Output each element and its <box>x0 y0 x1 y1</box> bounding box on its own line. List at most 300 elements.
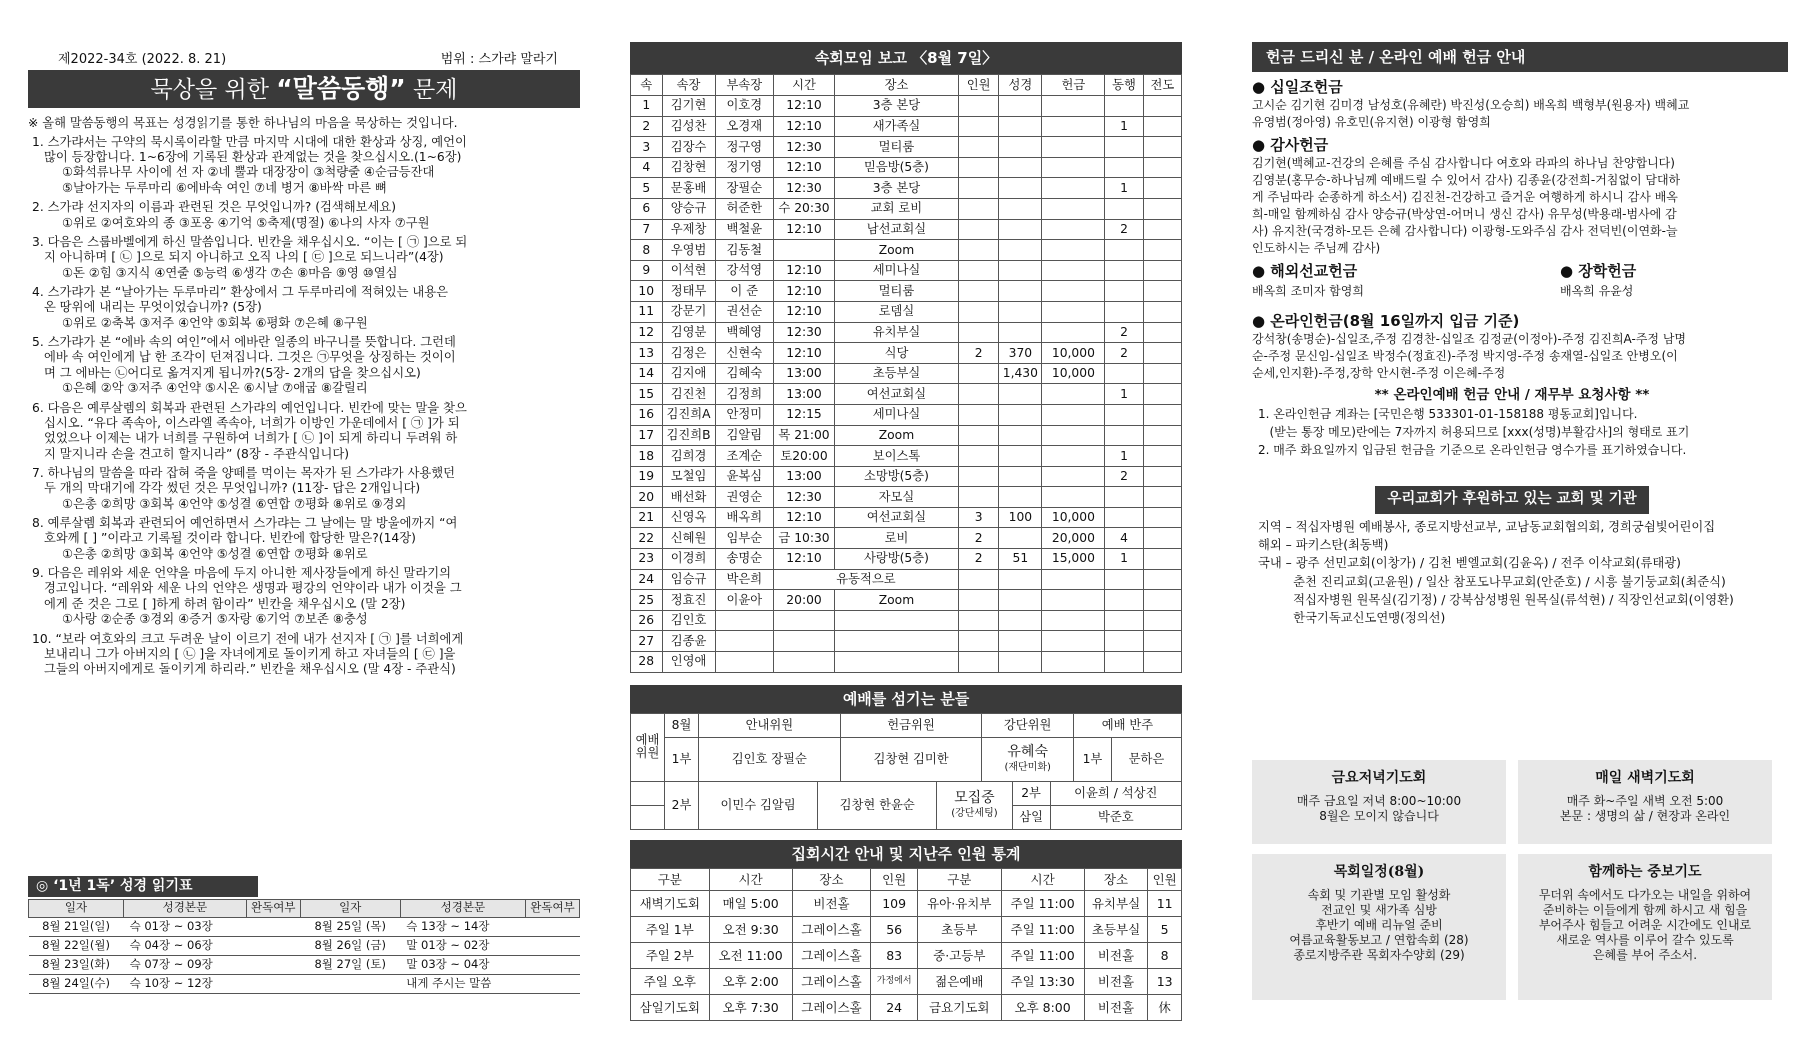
report-cell: 2 <box>958 528 999 549</box>
report-cell: 인영애 <box>662 652 715 673</box>
scholar-list: 배옥희 유윤성 <box>1560 284 1634 298</box>
report-cell <box>999 404 1042 425</box>
report-cell: 세미나실 <box>835 404 959 425</box>
report-cell: 4 <box>631 157 663 178</box>
report-cell: 2 <box>631 116 663 137</box>
piano-label-1: 1부 <box>1073 737 1111 781</box>
reading-cell: 8월 24일(수) <box>29 974 124 993</box>
question-text: 7. 하나님의 말씀을 따라 잡혀 죽을 양떼를 먹이는 목자가 된 스가랴가 사용했던 <box>32 465 455 480</box>
gather-cell: 주일 2부 <box>631 942 710 968</box>
answer-options: ①화석류나무 사이에 선 자 ②네 뿔과 대장장이 ③척량줄 ④순금등잔대 <box>62 165 435 180</box>
cell-report-table <box>630 74 1182 673</box>
report-cell: 25 <box>631 590 663 611</box>
online-list <box>1252 332 1772 381</box>
scholar-heading: ● 장학헌금 <box>1560 262 1637 280</box>
box-line: 전교인 및 새가족 심방 <box>1321 902 1437 917</box>
report-cell <box>1143 137 1181 158</box>
report-cell: 세미나실 <box>835 260 959 281</box>
report-row <box>631 322 1182 343</box>
altar-2: 모집중 (강단세팅) <box>937 781 1012 829</box>
report-cell: 12:10 <box>774 281 835 302</box>
report-header: 부속장 <box>715 75 774 96</box>
report-cell <box>1042 178 1105 199</box>
offering-2: 김창현 한윤순 <box>818 781 937 829</box>
report-header: 헌금 <box>1042 75 1105 96</box>
gather-cell: 그레이스홀 <box>792 994 871 1020</box>
reading-cell <box>246 955 300 974</box>
report-row <box>631 404 1182 425</box>
report-row <box>631 569 1182 590</box>
report-cell: 교회 로비 <box>835 198 959 219</box>
reading-row <box>29 936 580 955</box>
report-cell <box>958 322 999 343</box>
report-cell <box>1042 96 1105 117</box>
reading-row <box>29 917 580 936</box>
report-cell: 13:00 <box>774 466 835 487</box>
report-cell: 신혜원 <box>662 528 715 549</box>
report-cell: 14 <box>631 363 663 384</box>
report-cell <box>958 240 999 261</box>
report-cell <box>1143 549 1181 570</box>
text-line: 사) 유지찬(국경하-모든 은혜 감사합니다) 이광형-도와주심 감사 전덕빈(이연화-늘 <box>1252 224 1678 238</box>
report-cell: 새가족실 <box>835 116 959 137</box>
report-cell <box>1105 281 1143 302</box>
report-cell: 신현숙 <box>715 343 774 364</box>
text-line: 한국기독교신도연맹(정의선) <box>1258 611 1446 626</box>
reading-header: 일자 <box>29 899 124 917</box>
gather-cell: 13 <box>1148 968 1182 994</box>
report-cell <box>958 466 999 487</box>
report-row <box>631 507 1182 528</box>
report-cell: 김진희A <box>662 404 715 425</box>
report-cell: 51 <box>999 549 1042 570</box>
report-row <box>631 157 1182 178</box>
box-title: 함께하는 중보기도 <box>1588 864 1702 880</box>
report-cell: 18 <box>631 446 663 467</box>
report-cell: 20,000 <box>1042 528 1105 549</box>
report-row <box>631 219 1182 240</box>
report-cell <box>999 260 1042 281</box>
report-cell: 2 <box>1105 322 1143 343</box>
report-cell <box>1105 198 1143 219</box>
gather-row <box>631 890 1182 916</box>
report-cell: 13:00 <box>774 384 835 405</box>
question-text: 6. 다음은 예루살렘의 회복과 관련된 스가랴의 예언입니다. 빈칸에 맞는 말을 찾으 <box>32 400 467 415</box>
box-line: 준비하는 이들에게 함께 하시고 새 힘을 <box>1542 902 1748 917</box>
gather-cell: 8 <box>1148 942 1182 968</box>
report-cell <box>1042 137 1105 158</box>
tithe-list <box>1252 98 1772 130</box>
report-cell: 김창현 <box>662 157 715 178</box>
issue-number: 제2022-34호 (2022. 8. 21) <box>58 52 227 67</box>
report-cell <box>999 466 1042 487</box>
report-cell: 멀티룸 <box>835 281 959 302</box>
report-cell <box>1042 610 1105 631</box>
report-cell: 강문기 <box>662 301 715 322</box>
box-line: 속회 및 기관별 모임 활성화 <box>1307 887 1451 902</box>
report-cell: 이석현 <box>662 260 715 281</box>
report-cell <box>958 652 999 673</box>
report-cell <box>1105 240 1143 261</box>
report-row <box>631 652 1182 673</box>
report-cell: 김진희B <box>662 425 715 446</box>
report-cell <box>999 446 1042 467</box>
report-cell <box>958 301 999 322</box>
report-cell <box>1143 610 1181 631</box>
text-line: 순-주정 문신임-십일조 박정수(정효진)-주정 박지영-주정 송재열-십일조 안병오(이 <box>1252 349 1678 363</box>
scripture-range: 범위 : 스가랴 말라기 <box>440 52 558 67</box>
report-row <box>631 240 1182 261</box>
notice-heading: ** 온라인예배 헌금 안내 / 재무부 요청사항 ** <box>1374 387 1650 403</box>
report-cell: 2 <box>1105 466 1143 487</box>
report-cell <box>999 631 1042 652</box>
gather-cell: 休 <box>1148 994 1182 1020</box>
report-cell: 김정희 <box>715 384 774 405</box>
notice-list <box>1252 407 1772 458</box>
report-cell: 여선교회실 <box>835 384 959 405</box>
title-part-c: 문제 <box>405 77 458 103</box>
serve-table <box>630 713 1182 782</box>
title-part-b: “말씀동행” <box>276 74 406 103</box>
report-header: 속장 <box>662 75 715 96</box>
report-cell <box>999 178 1042 199</box>
reading-cell: 말 01장 ~ 02장 <box>400 936 525 955</box>
report-cell <box>999 281 1042 302</box>
report-cell: 12:10 <box>774 549 835 570</box>
report-cell <box>958 281 999 302</box>
report-cell: 10,000 <box>1042 507 1105 528</box>
report-cell: 정태무 <box>662 281 715 302</box>
reading-header: 완독여부 <box>526 899 580 917</box>
text-line: 유영범(정아영) 유호민(유지현) 이광형 함영희 <box>1252 115 1491 129</box>
reading-cell: 슥 07장 ~ 09장 <box>124 955 247 974</box>
report-cell <box>1105 652 1143 673</box>
gather-cell: 오후 8:00 <box>1001 994 1084 1020</box>
report-cell: 12:10 <box>774 343 835 364</box>
report-cell: 7 <box>631 219 663 240</box>
report-cell <box>958 219 999 240</box>
report-cell <box>715 652 774 673</box>
report-row <box>631 301 1182 322</box>
report-cell <box>958 425 999 446</box>
report-header: 전도 <box>1143 75 1181 96</box>
gather-cell: 24 <box>871 994 918 1020</box>
report-cell: 김종윤 <box>662 631 715 652</box>
report-row <box>631 198 1182 219</box>
report-cell: 임부순 <box>715 528 774 549</box>
report-cell: 조계순 <box>715 446 774 467</box>
report-cell <box>1143 466 1181 487</box>
gather-cell: 11 <box>1148 890 1182 916</box>
reading-cell: 말 03장 ~ 04장 <box>400 955 525 974</box>
report-cell <box>1042 301 1105 322</box>
text-line: 2. 매주 화요일까지 입금된 헌금을 기준으로 온라인헌금 영수가를 표기하였습니다. <box>1258 443 1687 458</box>
report-row <box>631 528 1182 549</box>
report-cell: 임승규 <box>662 569 715 590</box>
report-cell <box>958 610 999 631</box>
report-cell: 이 준 <box>715 281 774 302</box>
report-cell <box>999 157 1042 178</box>
report-cell: 백혜영 <box>715 322 774 343</box>
gather-cell: 초등부실 <box>1084 916 1148 942</box>
box-title: 금요저녁기도회 <box>1331 770 1427 786</box>
report-cell <box>1105 363 1143 384</box>
gather-cell: 삼일기도회 <box>631 994 710 1020</box>
box-line: 새로운 역사를 이루어 갈수 있도록 <box>1556 932 1734 947</box>
report-cell <box>1143 425 1181 446</box>
question-text: 보내리니 그가 아버지의 [ ㉡ ]을 자녀에게로 돌이키게 하고 자녀들의 [ ㉢ ]을 <box>44 646 456 661</box>
report-cell <box>958 446 999 467</box>
report-cell: 26 <box>631 610 663 631</box>
question-text: 10. “보라 여호와의 크고 두려운 날이 이르기 전에 내가 선지자 [ ㉠ ]를 너희에게 <box>32 631 464 646</box>
online-heading: ● 온라인헌금(8월 16일까지 입금 기준) <box>1252 312 1520 330</box>
report-cell <box>958 157 999 178</box>
gather-cell: 오후 2:00 <box>709 968 792 994</box>
text-line: 춘천 진리교회(고윤원) / 일산 참포도나무교회(안준호) / 시흥 불기둥교회(최준식) <box>1258 574 1726 589</box>
answer-options: ⑤날아가는 두루마리 ⑥에바속 여인 ⑦네 병거 ⑧바싹 마른 뼈 <box>62 180 387 195</box>
report-cell <box>1042 425 1105 446</box>
report-cell <box>835 610 959 631</box>
report-cell: 10,000 <box>1042 363 1105 384</box>
report-cell <box>999 96 1042 117</box>
report-cell: 3층 본당 <box>835 96 959 117</box>
reading-cell <box>526 955 580 974</box>
report-cell: 권영순 <box>715 487 774 508</box>
report-row <box>631 425 1182 446</box>
reading-cell: 8월 26일 (금) <box>300 936 400 955</box>
report-cell: 23 <box>631 549 663 570</box>
report-cell: 12 <box>631 322 663 343</box>
reading-cell: 8월 25일 (목) <box>300 917 400 936</box>
report-cell: 김영분 <box>662 322 715 343</box>
report-header: 인원 <box>958 75 999 96</box>
gather-cell: 그레이스홀 <box>792 968 871 994</box>
tithe-heading: ● 십일조헌금 <box>1252 78 1343 96</box>
gather-cell: 젊은예배 <box>918 968 1001 994</box>
report-cell: 2 <box>958 549 999 570</box>
report-cell: 2 <box>958 343 999 364</box>
question-item <box>28 135 580 196</box>
question-item <box>28 200 580 231</box>
report-cell <box>1042 281 1105 302</box>
question-text: 온 땅위에 내리는 무엇이었습니까? (5장) <box>44 300 262 315</box>
report-cell <box>774 610 835 631</box>
report-cell: 10 <box>631 281 663 302</box>
report-cell <box>1143 96 1181 117</box>
gather-row <box>631 968 1182 994</box>
report-cell: 배옥희 <box>715 507 774 528</box>
support-list <box>1252 520 1772 627</box>
report-cell: 김지애 <box>662 363 715 384</box>
report-cell: 12:10 <box>774 96 835 117</box>
report-cell <box>999 137 1042 158</box>
report-cell <box>1105 569 1143 590</box>
report-cell: Zoom <box>835 590 959 611</box>
gather-header: 시간 <box>1001 868 1084 890</box>
report-cell: 모철임 <box>662 466 715 487</box>
report-cell: 윤복심 <box>715 466 774 487</box>
report-cell <box>1042 631 1105 652</box>
report-cell <box>774 631 835 652</box>
report-cell <box>1143 260 1181 281</box>
gather-cell: 5 <box>1148 916 1182 942</box>
report-cell: 이경희 <box>662 549 715 570</box>
report-cell <box>958 178 999 199</box>
report-cell <box>1042 384 1105 405</box>
question-item <box>28 401 580 462</box>
reading-cell: 슥 10장 ~ 12장 <box>124 974 247 993</box>
gather-cell: 주일 11:00 <box>1001 916 1084 942</box>
reading-cell <box>246 974 300 993</box>
reading-title: ◎ ‘1년 1독’ 성경 읽기표 <box>28 876 258 897</box>
report-cell: 멀티룸 <box>835 137 959 158</box>
info-box <box>1518 854 1772 1000</box>
reading-table <box>28 899 580 994</box>
gather-header: 인원 <box>871 868 918 890</box>
thanks-list <box>1252 156 1772 256</box>
serve-h4: 예배 반주 <box>1073 713 1181 737</box>
report-cell: 금 10:30 <box>774 528 835 549</box>
serve-month: 8월 <box>665 713 699 737</box>
report-cell <box>999 198 1042 219</box>
report-header: 성경 <box>999 75 1042 96</box>
report-cell: 3층 본당 <box>835 178 959 199</box>
report-cell <box>1105 404 1143 425</box>
text-line: 김영분(홍무승-하나님께 예배드릴 수 있어서 감사) 김종윤(강전희-거침없이 담대하 <box>1252 173 1681 187</box>
gather-cell: 109 <box>871 890 918 916</box>
serve-r1: 1부 <box>665 737 699 781</box>
report-row <box>631 384 1182 405</box>
reading-header: 성경본문 <box>400 899 525 917</box>
text-line: (받는 통장 메모)란에는 7자까지 허용되므로 [xxx(성명)부활감사]의 형태로 표기 <box>1258 425 1690 440</box>
mission-list: 배옥희 조미자 함영희 <box>1252 284 1364 298</box>
report-row <box>631 96 1182 117</box>
box-line: 은혜를 부어 주소서. <box>1592 947 1698 962</box>
report-cell: 11 <box>631 301 663 322</box>
gather-cell: 오전 9:30 <box>709 916 792 942</box>
report-cell: 1 <box>1105 116 1143 137</box>
report-cell <box>1105 301 1143 322</box>
text-line: 지역 – 적십자병원 예배봉사, 종로지방선교부, 교남동교회협의회, 경희궁쉼빛어린이집 <box>1258 519 1716 534</box>
piano-name-2: 이윤희 / 석상진 <box>1050 781 1181 805</box>
report-cell <box>1143 240 1181 261</box>
report-cell <box>1105 487 1143 508</box>
report-cell <box>1042 219 1105 240</box>
gather-header: 장소 <box>1084 868 1148 890</box>
question-text: 9. 다음은 레위와 세운 언약을 마음에 두지 아니한 제사장들에게 하신 말라기의 <box>32 566 452 581</box>
reading-cell: 8월 22일(월) <box>29 936 124 955</box>
reading-row <box>29 955 580 974</box>
report-cell: 토20:00 <box>774 446 835 467</box>
question-text: 며 그 에바는 ㉡어디로 옮겨지게 됩니까?(5장- 2개의 답을 찾으십시오) <box>44 365 421 380</box>
report-cell <box>1042 198 1105 219</box>
thanks-heading: ● 감사헌금 <box>1252 136 1329 154</box>
box-line: 종로지방주관 목회자수양회 (29) <box>1293 947 1465 962</box>
gather-header: 장소 <box>792 868 871 890</box>
report-row <box>631 549 1182 570</box>
gather-cell: 유아·유치부 <box>918 890 1001 916</box>
report-cell: 15,000 <box>1042 549 1105 570</box>
report-cell <box>774 240 835 261</box>
reading-cell <box>300 974 400 993</box>
report-cell <box>958 487 999 508</box>
serve-table-2 <box>630 781 1182 830</box>
reading-cell <box>246 936 300 955</box>
question-text: 에게 준 것은 그로 [ ]하게 하려 함이라” 빈칸을 채우십시오 (말 2장) <box>44 596 406 611</box>
text-line: 게 주님따라 순종하게 하소서) 김진천-건강하고 즐거운 여행하게 하시니 감사 배옥 <box>1252 190 1678 204</box>
report-cell: 우제창 <box>662 219 715 240</box>
question-text: 경고입니다. “레위와 세운 나의 언약은 생명과 평강의 언약이라 내가 이것을 그 <box>44 581 462 596</box>
report-cell: 370 <box>999 343 1042 364</box>
report-cell <box>1143 116 1181 137</box>
mission-scholar-row <box>1252 256 1772 306</box>
report-cell <box>1105 137 1143 158</box>
reading-cell <box>246 917 300 936</box>
gather-header: 구분 <box>631 868 710 890</box>
question-item <box>28 632 580 678</box>
report-cell: 6 <box>631 198 663 219</box>
question-text: 지 말지니라 손을 견고히 할지니라” (8장 - 주관식입니다) <box>44 446 350 461</box>
piano-label-3: 삼일 <box>1012 805 1050 829</box>
report-cell: 유치부실 <box>835 322 959 343</box>
report-cell: 15 <box>631 384 663 405</box>
report-cell <box>958 363 999 384</box>
gather-cell: 비전홀 <box>1084 942 1148 968</box>
report-cell: 2 <box>1105 219 1143 240</box>
report-cell <box>999 219 1042 240</box>
box-line: 본문 : 생명의 삶 / 현장과 온라인 <box>1559 808 1731 823</box>
report-row <box>631 466 1182 487</box>
report-row <box>631 446 1182 467</box>
reading-cell: 내게 주시는 말씀 <box>400 974 525 993</box>
report-cell: 12:10 <box>774 260 835 281</box>
report-cell <box>715 610 774 631</box>
question-text: 4. 스가랴가 본 “날아가는 두루마리” 환상에서 그 두루마리에 적혀있는 내용은 <box>32 284 449 299</box>
report-cell: 백철윤 <box>715 219 774 240</box>
report-cell: 12:30 <box>774 178 835 199</box>
text-line: 강석창(송명순)-십일조,주정 김경찬-십일조 김정균(이정아)-주정 김진희A-주정 남명 <box>1252 332 1687 346</box>
gather-row <box>631 916 1182 942</box>
gather-cell: 83 <box>871 942 918 968</box>
reading-cell <box>526 974 580 993</box>
report-cell: 문홍배 <box>662 178 715 199</box>
middle-column <box>630 42 1182 1021</box>
info-box <box>1252 854 1506 1000</box>
gather-cell: 새벽기도회 <box>631 890 710 916</box>
report-cell: 22 <box>631 528 663 549</box>
report-cell <box>1143 198 1181 219</box>
report-cell: 이호경 <box>715 96 774 117</box>
question-text: 었었으나 이제는 내가 너희를 구원하여 너희가 [ ㉡ ]이 되게 하리니 두려워 하 <box>44 431 458 446</box>
report-cell: 12:10 <box>774 157 835 178</box>
report-cell <box>958 116 999 137</box>
report-cell <box>1143 404 1181 425</box>
report-cell: 안정미 <box>715 404 774 425</box>
serve-side: 예배위원 <box>631 713 665 781</box>
report-cell: 유동적으로 <box>774 569 959 590</box>
text-line: 순세,인지환)-주정,장학 안시현-주정 이은혜-주정 <box>1252 366 1506 380</box>
answer-options: ①은총 ②희망 ③회복 ④언약 ⑤성결 ⑥연합 ⑦평화 ⑧위로 ⑨경외 <box>62 496 407 511</box>
gather-row <box>631 942 1182 968</box>
report-cell: 정효진 <box>662 590 715 611</box>
question-text: 8. 예루살렘 회복과 관련되어 예언하면서 스가랴는 그 날에는 말 방울에까지 “여 <box>32 516 458 531</box>
question-text: 호와께 [ ] ”이라고 기록될 것이라 합니다. 빈칸에 합당한 말은?(14장) <box>44 531 416 546</box>
report-cell: 남선교회실 <box>835 219 959 240</box>
report-cell: 박은희 <box>715 569 774 590</box>
report-cell: 식당 <box>835 343 959 364</box>
report-cell: 1 <box>1105 178 1143 199</box>
report-header: 장소 <box>835 75 959 96</box>
